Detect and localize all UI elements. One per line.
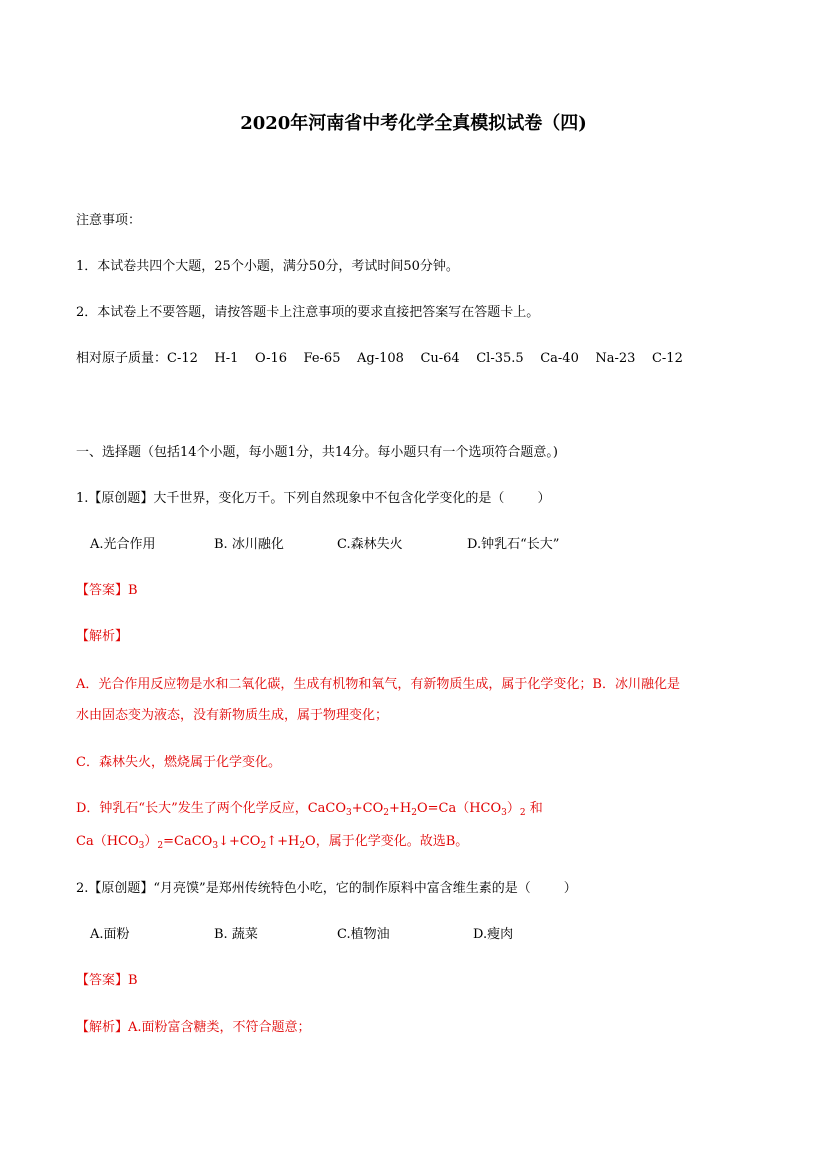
eq-text: CaCO bbox=[307, 801, 347, 816]
eq-subscript: 2 bbox=[260, 841, 267, 851]
eq-text: +CO bbox=[351, 801, 384, 816]
q2-analysis-a: A.面粉富含糖类，不符合题意； bbox=[128, 1020, 311, 1035]
eq-text: O=Ca（HCO bbox=[416, 801, 502, 816]
notice-item-2: 2．本试卷上不要答题，请按答题卡上注意事项的要求直接把答案写在答题卡上。 bbox=[76, 305, 540, 320]
eq-subscript: 2 bbox=[411, 808, 417, 818]
q2-answer: 【答案】B bbox=[76, 973, 138, 988]
notice-item-1: 1．本试卷共四个大题，25个小题，满分50分，考试时间50分钟。 bbox=[76, 259, 459, 274]
atomic-masses: 相对原子质量：C-12 H-1 O-16 Fe-65 Ag-108 Cu-64 Cl-35.5 Ca-40 Na-23 C-12 bbox=[76, 351, 683, 366]
q2-option-c: C.植物油 bbox=[337, 927, 390, 942]
equation-2 bbox=[76, 834, 468, 849]
equation-1 bbox=[308, 801, 543, 816]
eq-text: ↓+CO bbox=[218, 834, 261, 849]
page-title: 2020年河南省中考化学全真模拟试卷（四) bbox=[240, 113, 587, 134]
q1-answer: 【答案】B bbox=[76, 583, 138, 598]
eq-subscript: 2 bbox=[519, 808, 526, 818]
eq-text: =CaCO bbox=[163, 834, 213, 849]
eq-text: +H bbox=[389, 801, 412, 816]
q1-analysis-d-prefix: D．钟乳石“长大”发生了两个化学反应， bbox=[76, 801, 308, 816]
eq-text: ↑+H bbox=[266, 834, 300, 849]
q2-analysis bbox=[76, 1019, 311, 1037]
eq-subscript: 2 bbox=[299, 841, 306, 851]
eq-subscript: 2 bbox=[157, 841, 164, 851]
q1-analysis-a-line2: 水由固态变为液态，没有新物质生成，属于物理变化； bbox=[76, 708, 389, 723]
q1-analysis-label: 【解析】 bbox=[76, 629, 129, 644]
notice-heading: 注意事项： bbox=[76, 213, 142, 228]
eq-text: O，属于化学变化。故选B。 bbox=[305, 834, 469, 849]
question-2-stem: 2.【原创题】“月亮馍”是郑州传统特色小吃，它的制作原料中富含维生素的是（ ） bbox=[76, 881, 577, 896]
q1-option-c: C.森林失火 bbox=[337, 537, 403, 552]
q2-option-a: A.面粉 bbox=[90, 927, 130, 942]
q1-analysis-c: C．森林失火，燃烧属于化学变化。 bbox=[76, 755, 281, 770]
q1-option-b: B. 冰川融化 bbox=[214, 537, 284, 552]
eq-subscript: 3 bbox=[138, 841, 145, 851]
q1-option-d: D.钟乳石“长大” bbox=[467, 537, 560, 552]
eq-text: ） bbox=[144, 834, 158, 849]
q2-option-d: D.瘦肉 bbox=[473, 927, 514, 942]
section-heading: 一、选择题（包括14个小题，每小题1分，共14分。每小题只有一个选项符合题意。) bbox=[76, 445, 558, 460]
eq-subscript: 3 bbox=[501, 808, 507, 818]
q2-option-b: B. 蔬菜 bbox=[214, 927, 258, 942]
eq-subscript: 3 bbox=[346, 808, 352, 818]
eq-text: Ca（HCO bbox=[76, 834, 139, 849]
eq-subscript: 3 bbox=[212, 841, 219, 851]
question-1-stem: 1.【原创题】大千世界，变化万千。下列自然现象中不包含化学变化的是（ ） bbox=[76, 491, 551, 506]
q1-analysis-d-line2 bbox=[76, 833, 468, 851]
q2-analysis-label: 【解析】 bbox=[76, 1020, 129, 1035]
q1-option-a: A.光合作用 bbox=[90, 537, 156, 552]
eq-text: ） bbox=[506, 801, 520, 816]
q1-analysis-d-line1 bbox=[76, 800, 543, 818]
q1-analysis-a-line1: A．光合作用反应物是水和二氧化碳，生成有机物和氧气，有新物质生成，属于化学变化；B．冰川融化是 bbox=[76, 677, 680, 692]
eq-subscript: 2 bbox=[383, 808, 389, 818]
eq-text: 和 bbox=[525, 801, 543, 816]
